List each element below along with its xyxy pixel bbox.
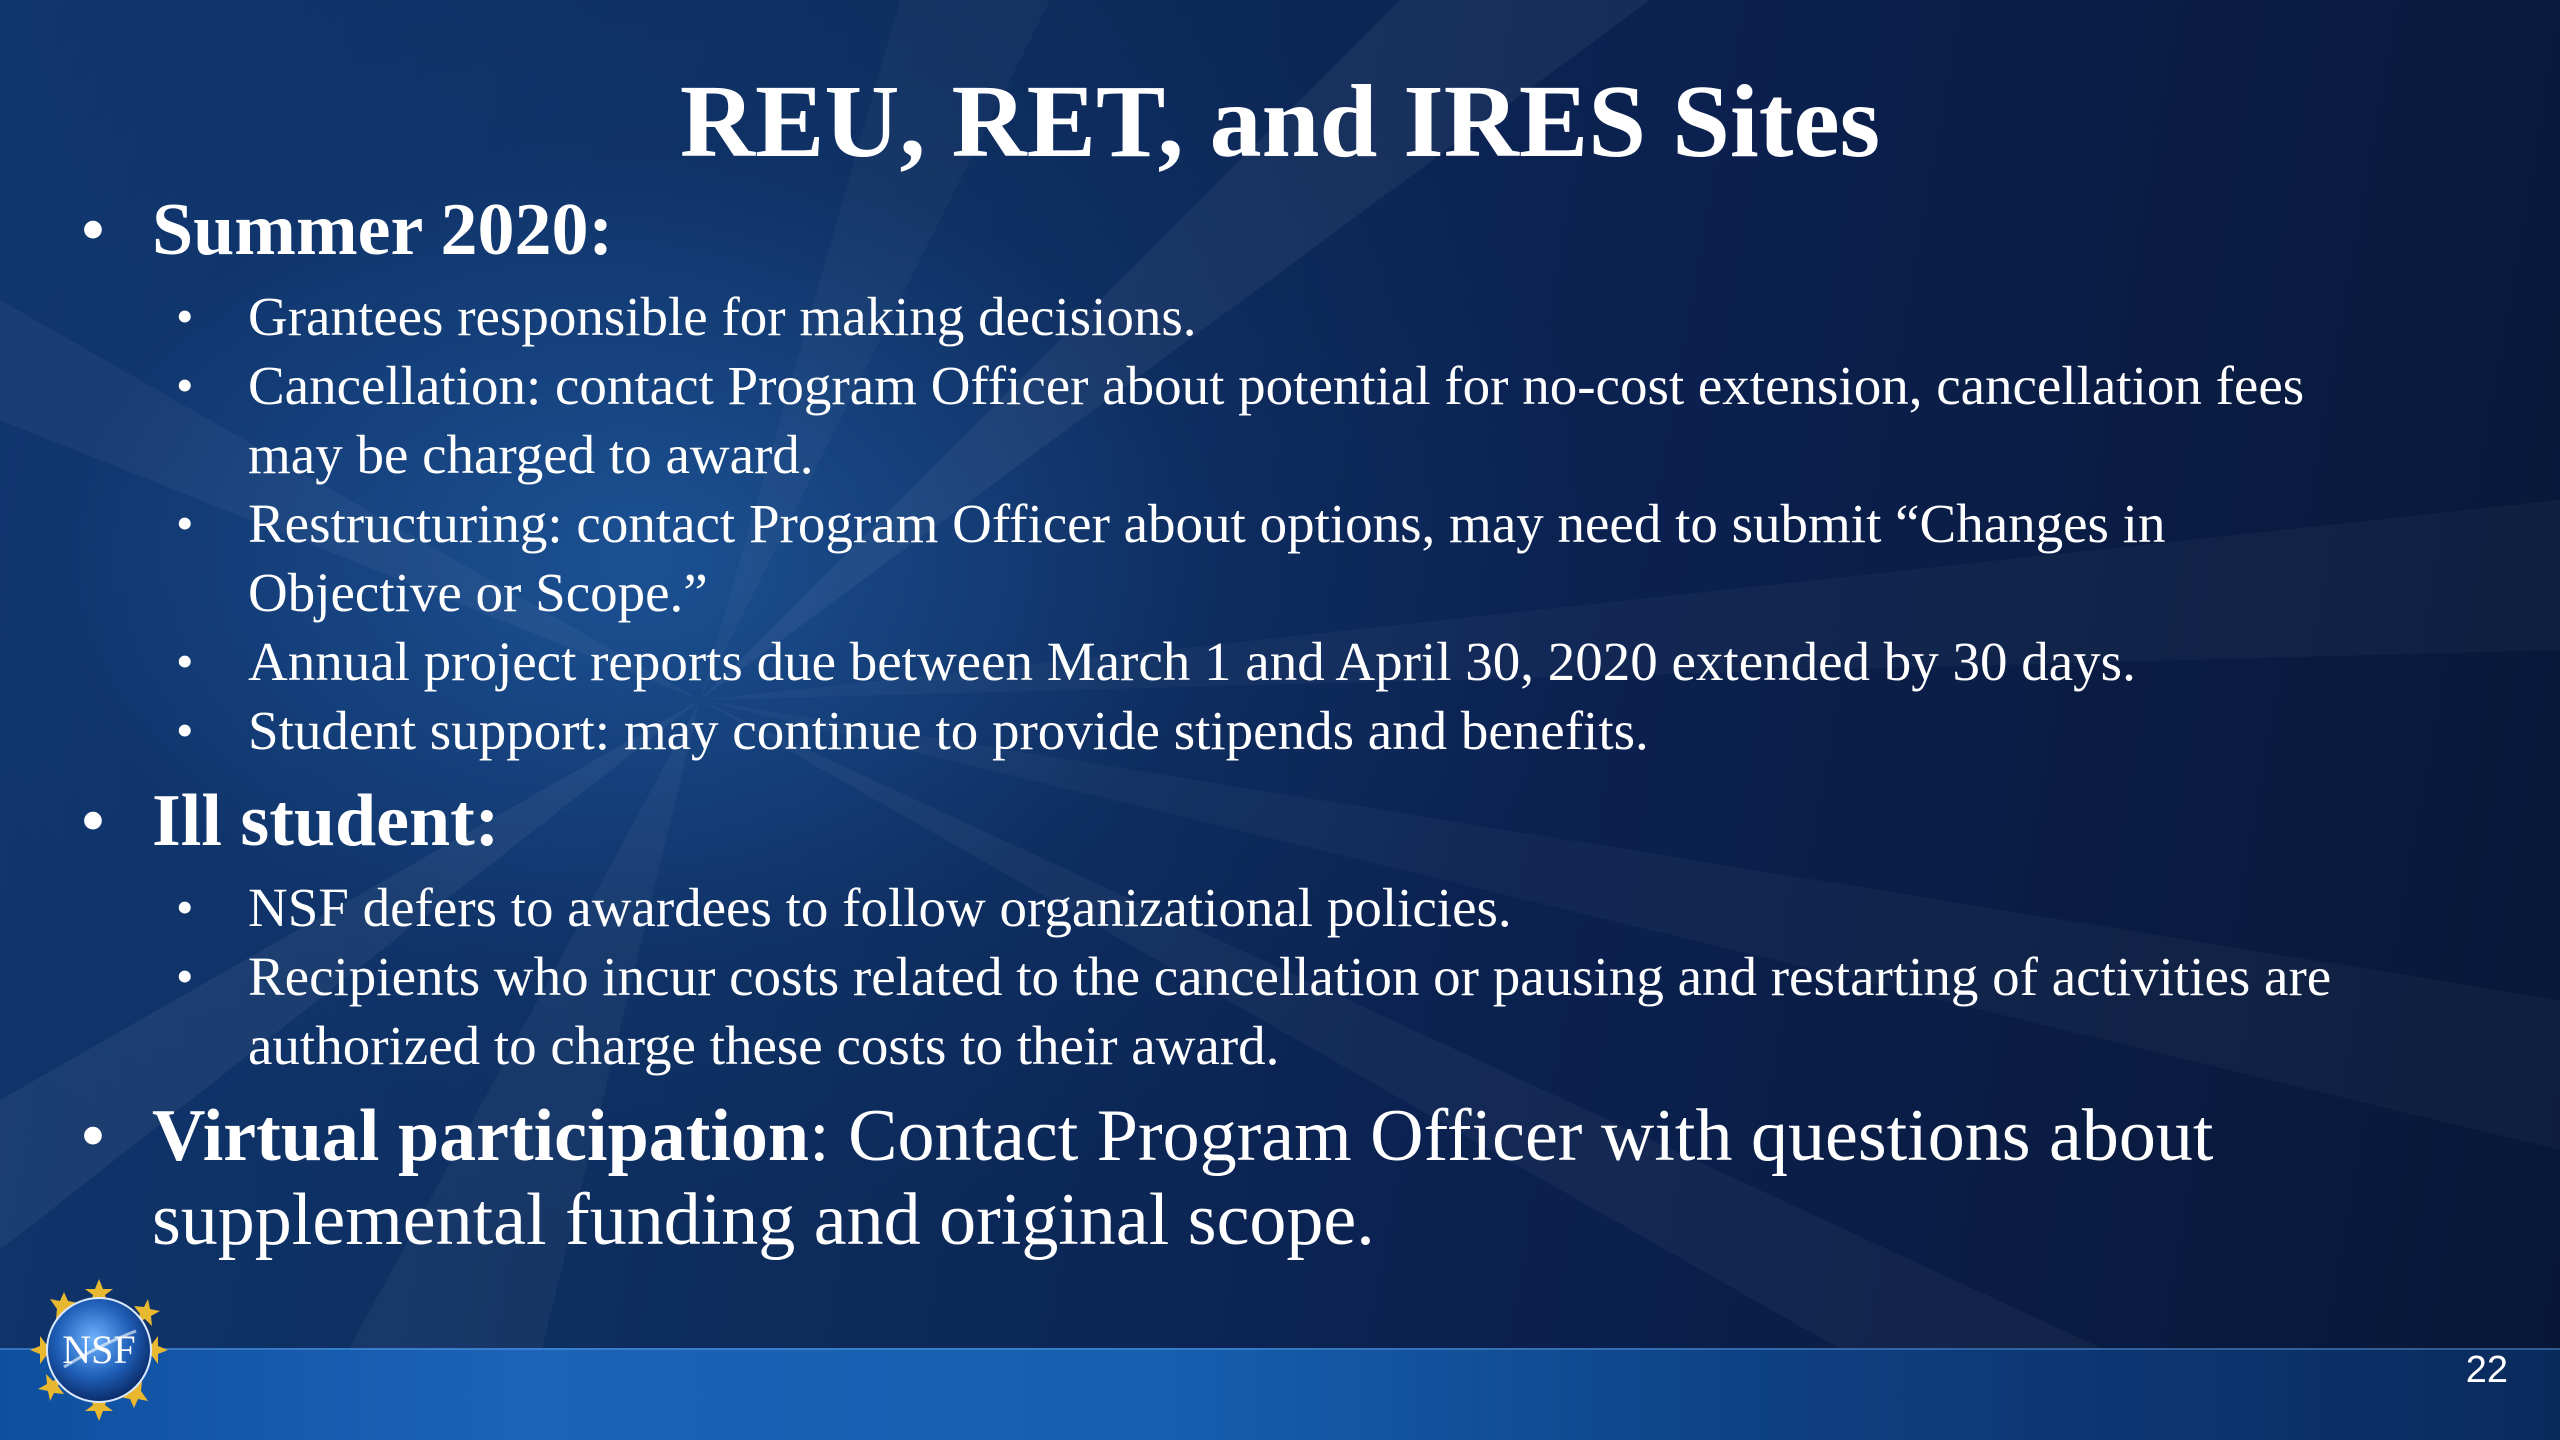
list-item-text: Student support: may continue to provide stipends and benefits. — [248, 700, 1649, 761]
list-item — [72, 351, 2372, 489]
list-item-text: Cancellation: contact Program Officer about potential for no-cost extension, cancellation fees may be charged to award. — [248, 355, 2305, 485]
list-item-text: Restructuring: contact Program Officer about options, may need to submit “Changes in Objective or Scope.” — [248, 493, 2166, 623]
list-item — [72, 942, 2372, 1080]
summer-2020-items — [72, 282, 2372, 765]
bullet: • — [176, 357, 194, 413]
list-item-text: NSF defers to awardees to follow organizational policies. — [248, 877, 1512, 938]
list-item — [72, 696, 2372, 765]
section-heading: Summer 2020: — [152, 189, 614, 271]
list-item-text: Annual project reports due between March 1 and April 30, 2020 extended by 30 days. — [248, 631, 2136, 692]
slide-title: REU, RET, and IRES Sites — [679, 64, 1881, 179]
section-summer-2020 — [72, 188, 2372, 272]
nsf-logo — [24, 1275, 174, 1425]
list-item — [72, 489, 2372, 627]
list-item — [72, 627, 2372, 696]
bullet: • — [176, 288, 194, 344]
nsf-logo-text: NSF — [62, 1327, 136, 1372]
bullet: • — [176, 495, 194, 551]
bullet: • — [176, 702, 194, 758]
list-item — [72, 282, 2372, 351]
list-item — [72, 873, 2372, 942]
bottom-band — [0, 1348, 2560, 1440]
ill-student-items — [72, 873, 2372, 1080]
section-ill-student — [72, 779, 2372, 863]
bullet: • — [176, 879, 194, 935]
section-heading: Ill student: — [152, 780, 500, 862]
bullet: • — [80, 780, 106, 862]
slide-content — [72, 188, 2372, 1272]
page-number: 22 — [2465, 1349, 2508, 1391]
bullet: • — [176, 633, 194, 689]
list-item-text: Grantees responsible for making decisions. — [248, 286, 1197, 347]
bullet: • — [176, 948, 194, 1004]
section-virtual-participation — [72, 1094, 2372, 1262]
bullet: • — [80, 1095, 106, 1177]
bullet: • — [80, 189, 106, 271]
section-heading: Virtual participation — [152, 1095, 810, 1177]
list-item-text: Recipients who incur costs related to the cancellation or pausing and restarting of activities are authorized to charge these costs to their award. — [248, 946, 2332, 1076]
section-text: : Contact Program Officer with questions about supplemental funding and original scope. — [152, 1095, 2214, 1261]
